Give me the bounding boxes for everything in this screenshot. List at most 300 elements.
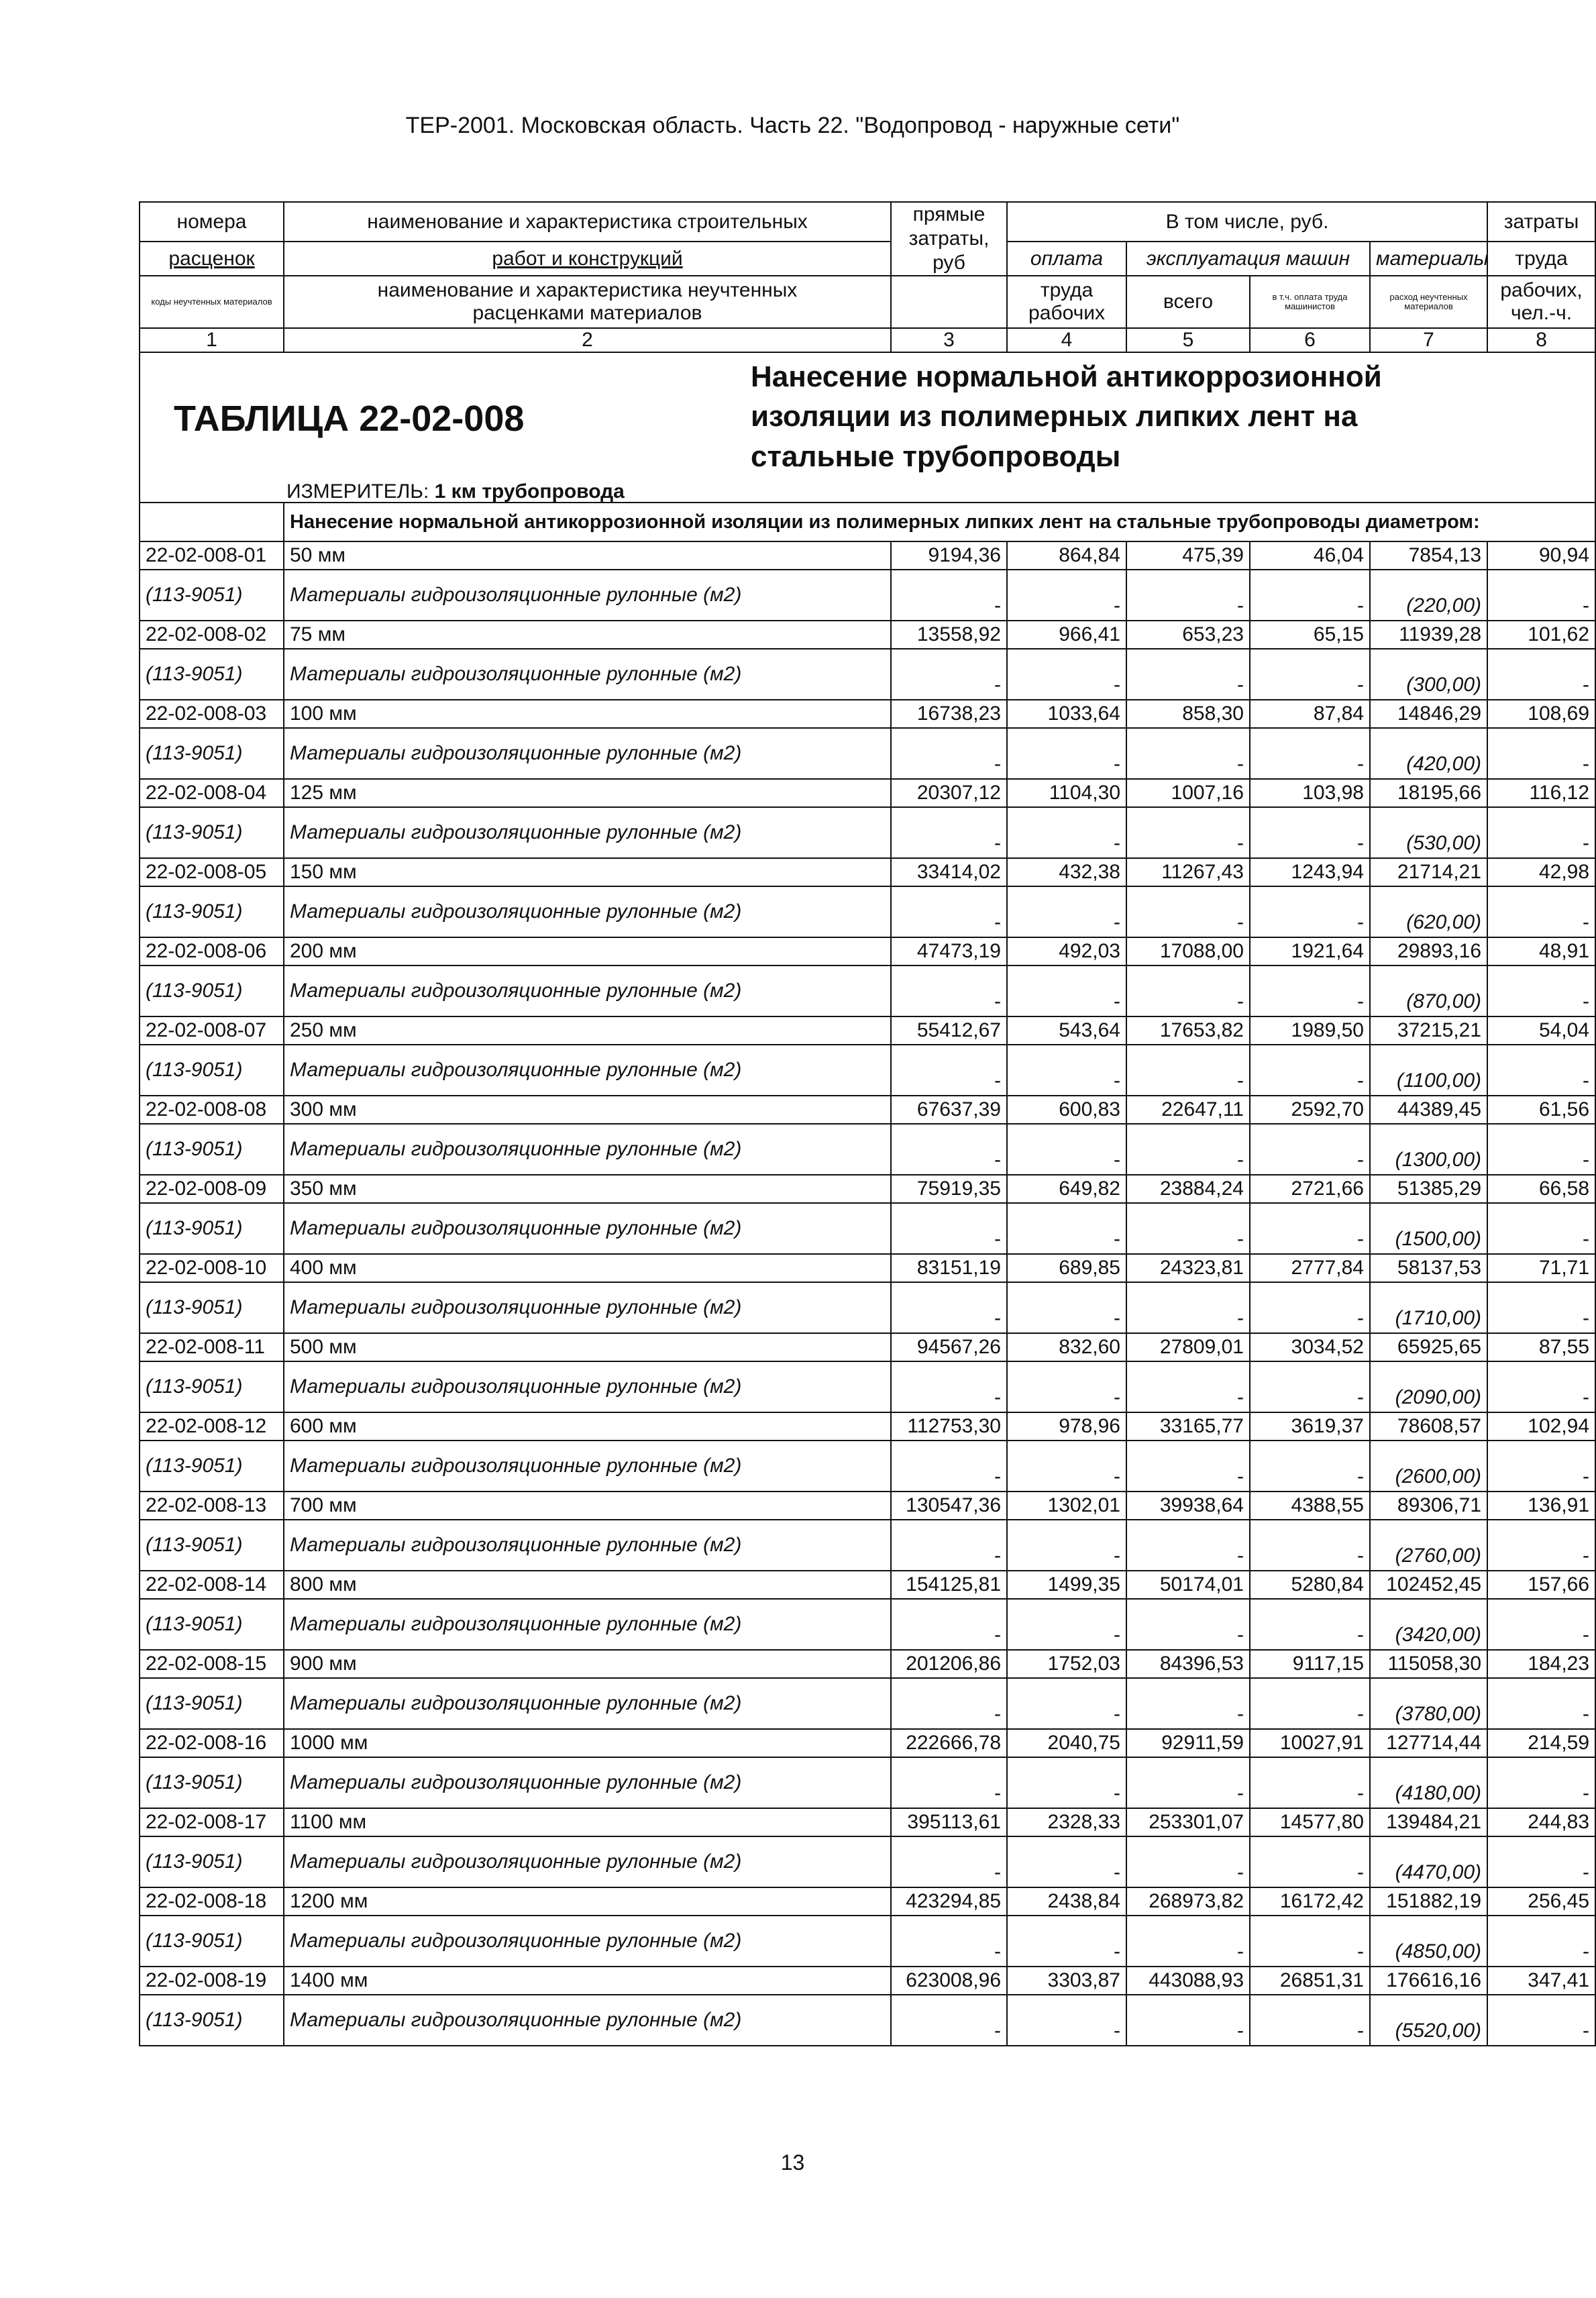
rate-direct: 222666,78 <box>891 1729 1007 1757</box>
rate-machines: 23884,24 <box>1126 1175 1250 1203</box>
rate-materials: 44389,45 <box>1370 1096 1487 1124</box>
rate-materials: 51385,29 <box>1370 1175 1487 1203</box>
rate-direct: 13558,92 <box>891 621 1007 649</box>
rate-hours: 42,98 <box>1487 858 1595 886</box>
rate-diameter: 50 мм <box>284 541 891 570</box>
material-row <box>140 1916 1595 1967</box>
rate-machines: 27809,01 <box>1126 1333 1250 1361</box>
rate-code: 22-02-008-11 <box>140 1333 284 1361</box>
rate-diameter: 600 мм <box>284 1412 891 1441</box>
rate-machines: 443088,93 <box>1126 1967 1250 1995</box>
material-operators-dash: - <box>1250 1045 1370 1096</box>
material-code: (113-9051) <box>140 728 284 779</box>
rate-hours: 108,69 <box>1487 700 1595 728</box>
material-name: Материалы гидроизоляционные рулонные (м2) <box>284 1995 891 2046</box>
material-machines-dash: - <box>1126 1678 1250 1729</box>
material-code: (113-9051) <box>140 1045 284 1096</box>
material-name: Материалы гидроизоляционные рулонные (м2) <box>284 1124 891 1175</box>
material-direct-dash: - <box>891 886 1007 937</box>
header-direct-costs: прямые затраты, руб <box>891 202 1007 276</box>
material-name: Материалы гидроизоляционные рулонные (м2) <box>284 1678 891 1729</box>
material-code: (113-9051) <box>140 1124 284 1175</box>
material-direct-dash: - <box>891 728 1007 779</box>
header-rates: расценок <box>140 242 284 276</box>
rate-hours: 256,45 <box>1487 1887 1595 1916</box>
rate-operators: 2721,66 <box>1250 1175 1370 1203</box>
rate-operators: 26851,31 <box>1250 1967 1370 1995</box>
material-operators-dash: - <box>1250 728 1370 779</box>
rate-hours: 102,94 <box>1487 1412 1595 1441</box>
rate-diameter: 250 мм <box>284 1016 891 1045</box>
material-consumption: (4850,00) <box>1370 1916 1487 1967</box>
material-consumption: (3780,00) <box>1370 1678 1487 1729</box>
table-label: ТАБЛИЦА 22-02-008 <box>174 399 525 439</box>
material-row <box>140 1282 1595 1333</box>
material-labor-dash: - <box>1007 1836 1126 1887</box>
header-machine-operation: эксплуатация машин <box>1126 242 1370 276</box>
material-name: Материалы гидроизоляционные рулонные (м2) <box>284 965 891 1016</box>
rate-diameter: 300 мм <box>284 1096 891 1124</box>
material-name: Материалы гидроизоляционные рулонные (м2) <box>284 1520 891 1571</box>
material-machines-dash: - <box>1126 1441 1250 1492</box>
material-row <box>140 728 1595 779</box>
meter-label: ИЗМЕРИТЕЛЬ: <box>286 480 429 503</box>
rate-row <box>140 858 1595 886</box>
rate-machines: 1007,16 <box>1126 779 1250 807</box>
material-labor-dash: - <box>1007 649 1126 700</box>
material-direct-dash: - <box>891 807 1007 858</box>
rate-direct: 20307,12 <box>891 779 1007 807</box>
rate-direct: 47473,19 <box>891 937 1007 965</box>
rate-direct: 623008,96 <box>891 1967 1007 1995</box>
rate-row <box>140 1492 1595 1520</box>
rate-machines: 11267,43 <box>1126 858 1250 886</box>
material-operators-dash: - <box>1250 1282 1370 1333</box>
header-labor-hours-1: затраты <box>1487 202 1595 242</box>
page-header: ТЕР-2001. Московская область. Часть 22. "Водопровод - наружные сети" <box>405 113 1180 138</box>
rate-diameter: 500 мм <box>284 1333 891 1361</box>
material-machines-dash: - <box>1126 728 1250 779</box>
rate-materials: 176616,16 <box>1370 1967 1487 1995</box>
material-row <box>140 1441 1595 1492</box>
rate-labor: 1752,03 <box>1007 1650 1126 1678</box>
rate-labor: 600,83 <box>1007 1096 1126 1124</box>
section-row <box>140 503 1595 541</box>
material-consumption: (4470,00) <box>1370 1836 1487 1887</box>
rate-hours: 48,91 <box>1487 937 1595 965</box>
material-machines-dash: - <box>1126 1124 1250 1175</box>
material-direct-dash: - <box>891 965 1007 1016</box>
material-name: Материалы гидроизоляционные рулонные (м2) <box>284 886 891 937</box>
rate-operators: 103,98 <box>1250 779 1370 807</box>
material-direct-dash: - <box>891 1520 1007 1571</box>
rate-direct: 75919,35 <box>891 1175 1007 1203</box>
rate-hours: 184,23 <box>1487 1650 1595 1678</box>
material-direct-dash: - <box>891 1361 1007 1412</box>
material-consumption: (1500,00) <box>1370 1203 1487 1254</box>
material-row <box>140 1045 1595 1096</box>
rate-row <box>140 1175 1595 1203</box>
material-labor-dash: - <box>1007 1282 1126 1333</box>
rate-materials: 115058,30 <box>1370 1650 1487 1678</box>
rate-code: 22-02-008-15 <box>140 1650 284 1678</box>
material-name: Материалы гидроизоляционные рулонные (м2) <box>284 649 891 700</box>
column-number: 2 <box>284 328 891 352</box>
header-rate-numbers: номера <box>140 202 284 242</box>
material-consumption: (5520,00) <box>1370 1995 1487 2046</box>
table-title-row <box>140 352 1595 503</box>
material-row <box>140 886 1595 937</box>
rate-materials: 102452,45 <box>1370 1571 1487 1599</box>
rate-operators: 1921,64 <box>1250 937 1370 965</box>
rate-hours: 136,91 <box>1487 1492 1595 1520</box>
table-title: Нанесение нормальной антикоррозионной изоляции из полимерных липких лент на стальные трубопроводы <box>751 360 1382 473</box>
rate-operators: 46,04 <box>1250 541 1370 570</box>
rate-row <box>140 1650 1595 1678</box>
material-consumption: (1710,00) <box>1370 1282 1487 1333</box>
rate-hours: 90,94 <box>1487 541 1595 570</box>
rate-row <box>140 1333 1595 1361</box>
rate-operators: 1989,50 <box>1250 1016 1370 1045</box>
rate-hours: 61,56 <box>1487 1096 1595 1124</box>
rate-operators: 16172,42 <box>1250 1887 1370 1916</box>
rate-code: 22-02-008-19 <box>140 1967 284 1995</box>
material-consumption: (870,00) <box>1370 965 1487 1016</box>
rate-row <box>140 1967 1595 1995</box>
rate-machines: 50174,01 <box>1126 1571 1250 1599</box>
rate-machines: 858,30 <box>1126 700 1250 728</box>
rate-hours: 116,12 <box>1487 779 1595 807</box>
material-consumption: (220,00) <box>1370 570 1487 621</box>
material-direct-dash: - <box>891 570 1007 621</box>
material-code: (113-9051) <box>140 1282 284 1333</box>
material-hours-dash: - <box>1487 1520 1595 1571</box>
material-code: (113-9051) <box>140 1995 284 2046</box>
material-code: (113-9051) <box>140 570 284 621</box>
material-hours-dash: - <box>1487 728 1595 779</box>
rate-labor: 2040,75 <box>1007 1729 1126 1757</box>
material-hours-dash: - <box>1487 1995 1595 2046</box>
material-consumption: (620,00) <box>1370 886 1487 937</box>
header-labor-pay-1: оплата <box>1007 242 1126 276</box>
material-code: (113-9051) <box>140 1361 284 1412</box>
rate-direct: 423294,85 <box>891 1887 1007 1916</box>
rate-direct: 67637,39 <box>891 1096 1007 1124</box>
rate-direct: 55412,67 <box>891 1016 1007 1045</box>
rate-row <box>140 937 1595 965</box>
material-labor-dash: - <box>1007 1757 1126 1808</box>
rate-direct: 33414,02 <box>891 858 1007 886</box>
material-labor-dash: - <box>1007 1124 1126 1175</box>
material-row <box>140 1757 1595 1808</box>
header-materials: материалы <box>1370 242 1487 276</box>
material-operators-dash: - <box>1250 1757 1370 1808</box>
material-consumption: (1300,00) <box>1370 1124 1487 1175</box>
material-direct-dash: - <box>891 1995 1007 2046</box>
rate-materials: 18195,66 <box>1370 779 1487 807</box>
material-hours-dash: - <box>1487 649 1595 700</box>
rate-diameter: 150 мм <box>284 858 891 886</box>
material-operators-dash: - <box>1250 1203 1370 1254</box>
rate-hours: 157,66 <box>1487 1571 1595 1599</box>
material-code: (113-9051) <box>140 1678 284 1729</box>
material-machines-dash: - <box>1126 1045 1250 1096</box>
rate-labor: 2438,84 <box>1007 1887 1126 1916</box>
rate-code: 22-02-008-02 <box>140 621 284 649</box>
material-direct-dash: - <box>891 1441 1007 1492</box>
rate-row <box>140 1412 1595 1441</box>
material-consumption: (2760,00) <box>1370 1520 1487 1571</box>
rate-operators: 87,84 <box>1250 700 1370 728</box>
rate-labor: 1104,30 <box>1007 779 1126 807</box>
header-material-codes: коды неучтенных материалов <box>140 276 284 328</box>
rate-materials: 29893,16 <box>1370 937 1487 965</box>
rate-labor: 1499,35 <box>1007 1571 1126 1599</box>
rate-labor: 864,84 <box>1007 541 1126 570</box>
material-row <box>140 1599 1595 1650</box>
material-row <box>140 965 1595 1016</box>
material-direct-dash: - <box>891 649 1007 700</box>
rate-materials: 78608,57 <box>1370 1412 1487 1441</box>
material-direct-dash: - <box>891 1916 1007 1967</box>
material-hours-dash: - <box>1487 1361 1595 1412</box>
material-operators-dash: - <box>1250 1599 1370 1650</box>
rate-labor: 492,03 <box>1007 937 1126 965</box>
material-labor-dash: - <box>1007 1916 1126 1967</box>
rate-materials: 89306,71 <box>1370 1492 1487 1520</box>
material-labor-dash: - <box>1007 1361 1126 1412</box>
rate-materials: 65925,65 <box>1370 1333 1487 1361</box>
header-row-3 <box>140 276 1595 328</box>
material-operators-dash: - <box>1250 1441 1370 1492</box>
rate-row <box>140 1887 1595 1916</box>
header-machines-total: всего <box>1126 276 1250 328</box>
material-direct-dash: - <box>891 1599 1007 1650</box>
material-labor-dash: - <box>1007 965 1126 1016</box>
material-hours-dash: - <box>1487 1282 1595 1333</box>
rate-machines: 92911,59 <box>1126 1729 1250 1757</box>
material-code: (113-9051) <box>140 965 284 1016</box>
material-consumption: (3420,00) <box>1370 1599 1487 1650</box>
rate-direct: 154125,81 <box>891 1571 1007 1599</box>
rate-diameter: 100 мм <box>284 700 891 728</box>
rate-hours: 347,41 <box>1487 1967 1595 1995</box>
material-machines-dash: - <box>1126 1520 1250 1571</box>
material-hours-dash: - <box>1487 1441 1595 1492</box>
material-machines-dash: - <box>1126 1995 1250 2046</box>
material-labor-dash: - <box>1007 728 1126 779</box>
rate-materials: 21714,21 <box>1370 858 1487 886</box>
material-machines-dash: - <box>1126 1836 1250 1887</box>
rate-diameter: 1000 мм <box>284 1729 891 1757</box>
rate-labor: 649,82 <box>1007 1175 1126 1203</box>
rate-operators: 2777,84 <box>1250 1254 1370 1282</box>
material-machines-dash: - <box>1126 1757 1250 1808</box>
material-consumption: (2090,00) <box>1370 1361 1487 1412</box>
header-direct-costs-cont <box>891 276 1007 328</box>
rate-machines: 268973,82 <box>1126 1887 1250 1916</box>
rate-diameter: 400 мм <box>284 1254 891 1282</box>
material-consumption: (4180,00) <box>1370 1757 1487 1808</box>
material-direct-dash: - <box>891 1757 1007 1808</box>
rate-code: 22-02-008-07 <box>140 1016 284 1045</box>
material-name: Материалы гидроизоляционные рулонные (м2) <box>284 1441 891 1492</box>
rate-labor: 3303,87 <box>1007 1967 1126 1995</box>
rate-direct: 94567,26 <box>891 1333 1007 1361</box>
rate-materials: 139484,21 <box>1370 1808 1487 1836</box>
material-name: Материалы гидроизоляционные рулонные (м2) <box>284 1203 891 1254</box>
material-labor-dash: - <box>1007 1995 1126 2046</box>
rate-operators: 10027,91 <box>1250 1729 1370 1757</box>
rate-row <box>140 700 1595 728</box>
column-number: 1 <box>140 328 284 352</box>
material-machines-dash: - <box>1126 1203 1250 1254</box>
material-code: (113-9051) <box>140 1836 284 1887</box>
material-row <box>140 1203 1595 1254</box>
rate-row <box>140 1571 1595 1599</box>
material-code: (113-9051) <box>140 649 284 700</box>
material-row <box>140 1124 1595 1175</box>
material-code: (113-9051) <box>140 886 284 937</box>
header-labor-hours-2: труда <box>1487 242 1595 276</box>
rate-machines: 22647,11 <box>1126 1096 1250 1124</box>
rate-diameter: 200 мм <box>284 937 891 965</box>
material-consumption: (1100,00) <box>1370 1045 1487 1096</box>
rate-machines: 17088,00 <box>1126 937 1250 965</box>
rate-diameter: 350 мм <box>284 1175 891 1203</box>
material-labor-dash: - <box>1007 1441 1126 1492</box>
page-number: 13 <box>780 2150 805 2175</box>
rate-labor: 966,41 <box>1007 621 1126 649</box>
material-machines-dash: - <box>1126 1282 1250 1333</box>
material-operators-dash: - <box>1250 1836 1370 1887</box>
rate-labor: 2328,33 <box>1007 1808 1126 1836</box>
material-consumption: (530,00) <box>1370 807 1487 858</box>
material-row <box>140 1361 1595 1412</box>
rate-operators: 3619,37 <box>1250 1412 1370 1441</box>
meter-line <box>286 480 625 503</box>
material-hours-dash: - <box>1487 570 1595 621</box>
material-consumption: (420,00) <box>1370 728 1487 779</box>
header-material-consumption: расход неучтенных материалов <box>1370 276 1487 328</box>
rate-direct: 16738,23 <box>891 700 1007 728</box>
material-labor-dash: - <box>1007 1520 1126 1571</box>
header-including-group: В том числе, руб. <box>1007 202 1487 242</box>
rate-labor: 432,38 <box>1007 858 1126 886</box>
material-hours-dash: - <box>1487 1124 1595 1175</box>
rate-code: 22-02-008-08 <box>140 1096 284 1124</box>
material-name: Материалы гидроизоляционные рулонные (м2) <box>284 1045 891 1096</box>
rate-labor: 1302,01 <box>1007 1492 1126 1520</box>
material-name: Материалы гидроизоляционные рулонные (м2) <box>284 1916 891 1967</box>
column-numbers-row <box>140 328 1595 352</box>
rate-diameter: 900 мм <box>284 1650 891 1678</box>
material-name: Материалы гидроизоляционные рулонные (м2) <box>284 1836 891 1887</box>
header-work-name: наименование и характеристика строительных <box>284 202 891 242</box>
rate-code: 22-02-008-16 <box>140 1729 284 1757</box>
material-code: (113-9051) <box>140 1757 284 1808</box>
material-name: Материалы гидроизоляционные рулонные (м2) <box>284 1282 891 1333</box>
material-row <box>140 570 1595 621</box>
material-machines-dash: - <box>1126 965 1250 1016</box>
material-operators-dash: - <box>1250 1520 1370 1571</box>
rate-materials: 58137,53 <box>1370 1254 1487 1282</box>
rate-hours: 214,59 <box>1487 1729 1595 1757</box>
material-direct-dash: - <box>891 1124 1007 1175</box>
rate-labor: 689,85 <box>1007 1254 1126 1282</box>
rate-row <box>140 1096 1595 1124</box>
material-hours-dash: - <box>1487 1836 1595 1887</box>
rate-row <box>140 621 1595 649</box>
rate-code: 22-02-008-09 <box>140 1175 284 1203</box>
rate-machines: 653,23 <box>1126 621 1250 649</box>
material-code: (113-9051) <box>140 1441 284 1492</box>
rate-materials: 11939,28 <box>1370 621 1487 649</box>
material-operators-dash: - <box>1250 1124 1370 1175</box>
material-code: (113-9051) <box>140 1203 284 1254</box>
section-title: Нанесение нормальной антикоррозионной изоляции из полимерных липких лент на стальные трубопроводы диаметром: <box>284 503 1595 541</box>
header-material-name: наименование и характеристика неучтенных расценками материалов <box>284 276 891 328</box>
material-hours-dash: - <box>1487 965 1595 1016</box>
rate-diameter: 700 мм <box>284 1492 891 1520</box>
material-operators-dash: - <box>1250 965 1370 1016</box>
rate-hours: 87,55 <box>1487 1333 1595 1361</box>
material-operators-dash: - <box>1250 1361 1370 1412</box>
material-name: Материалы гидроизоляционные рулонные (м2) <box>284 570 891 621</box>
rate-labor: 978,96 <box>1007 1412 1126 1441</box>
material-direct-dash: - <box>891 1836 1007 1887</box>
material-operators-dash: - <box>1250 1916 1370 1967</box>
material-operators-dash: - <box>1250 1995 1370 2046</box>
rate-code: 22-02-008-18 <box>140 1887 284 1916</box>
rate-operators: 3034,52 <box>1250 1333 1370 1361</box>
column-number: 4 <box>1007 328 1126 352</box>
rate-diameter: 1400 мм <box>284 1967 891 1995</box>
material-operators-dash: - <box>1250 649 1370 700</box>
material-operators-dash: - <box>1250 886 1370 937</box>
rates-body <box>140 541 1595 2046</box>
rate-operators: 2592,70 <box>1250 1096 1370 1124</box>
material-direct-dash: - <box>891 1203 1007 1254</box>
meter-value: 1 км трубопровода <box>434 480 625 503</box>
material-hours-dash: - <box>1487 1045 1595 1096</box>
rate-direct: 130547,36 <box>891 1492 1007 1520</box>
rate-labor: 832,60 <box>1007 1333 1126 1361</box>
material-machines-dash: - <box>1126 807 1250 858</box>
rate-code: 22-02-008-01 <box>140 541 284 570</box>
column-number: 5 <box>1126 328 1250 352</box>
material-row <box>140 1995 1595 2046</box>
section-code-cell <box>140 503 284 541</box>
rate-code: 22-02-008-03 <box>140 700 284 728</box>
material-machines-dash: - <box>1126 1916 1250 1967</box>
header-row-2 <box>140 242 1595 276</box>
rate-code: 22-02-008-13 <box>140 1492 284 1520</box>
rate-direct: 395113,61 <box>891 1808 1007 1836</box>
rate-materials: 14846,29 <box>1370 700 1487 728</box>
material-operators-dash: - <box>1250 807 1370 858</box>
material-labor-dash: - <box>1007 1678 1126 1729</box>
material-code: (113-9051) <box>140 1916 284 1967</box>
header-machine-operators-pay: в т.ч. оплата труда машинистов <box>1250 276 1370 328</box>
rate-diameter: 1100 мм <box>284 1808 891 1836</box>
rate-diameter: 125 мм <box>284 779 891 807</box>
rate-row <box>140 1254 1595 1282</box>
material-name: Материалы гидроизоляционные рулонные (м2) <box>284 1361 891 1412</box>
rate-code: 22-02-008-06 <box>140 937 284 965</box>
header-row-1 <box>140 202 1595 242</box>
rate-operators: 65,15 <box>1250 621 1370 649</box>
